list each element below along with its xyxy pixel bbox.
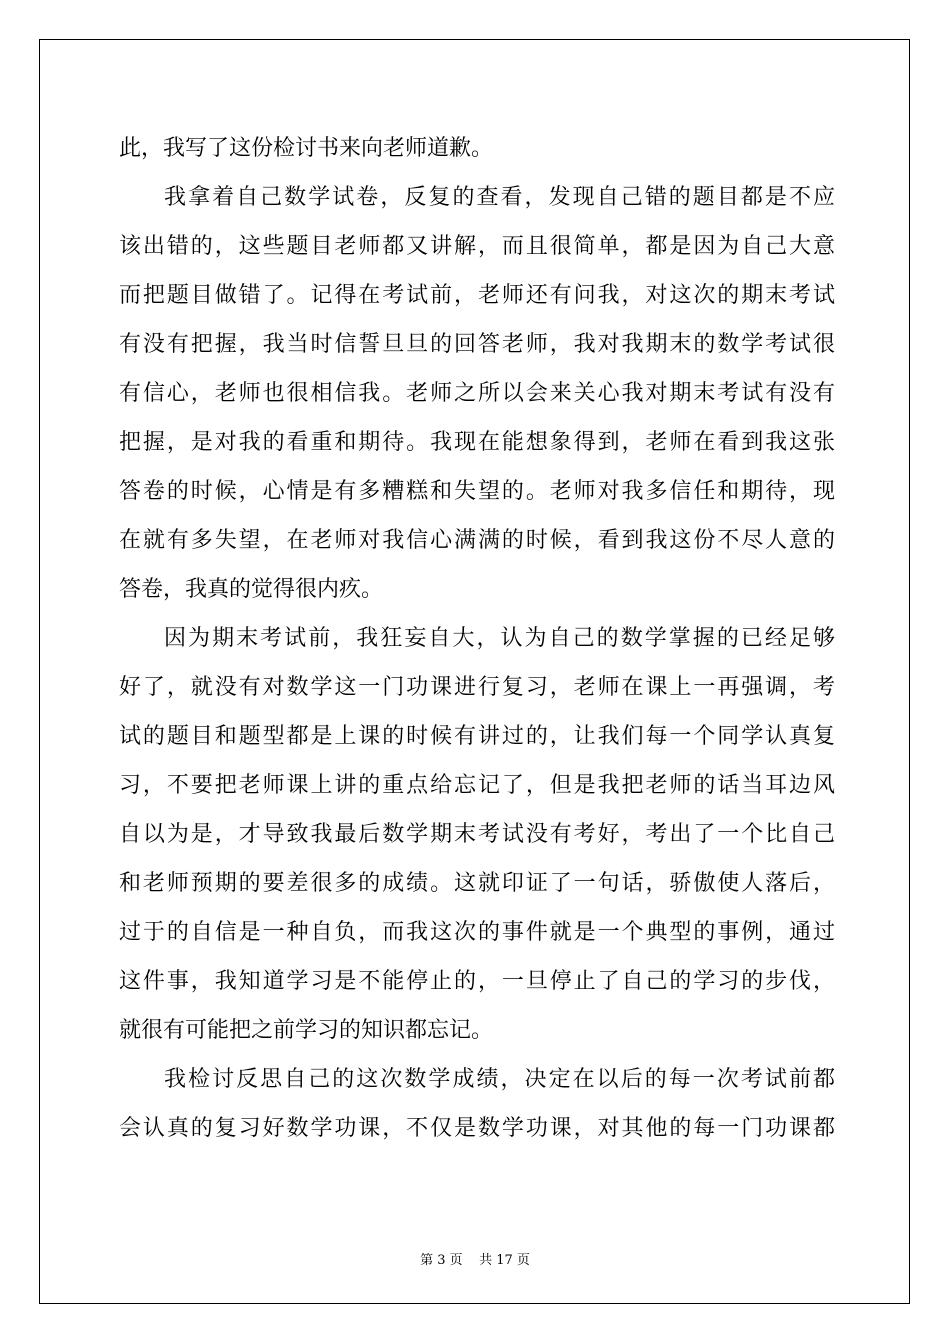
page-number-footer: 第 3 页 共 17 页 (420, 1253, 530, 1268)
text-line: 和老师预期的要差很多的成绩。这就印证了一句话，骄傲使人落后， (119, 871, 835, 896)
text-line: 此，我写了这份检讨书来向老师道歉。 (119, 136, 494, 161)
text-line: 好了，就没有对数学这一门功课进行复习，老师在课上一再强调，考 (119, 675, 835, 700)
text-line: 试的题目和题型都是上课的时候有讲过的，让我们每一个同学认真复 (119, 724, 835, 749)
text-line: 在就有多失望，在老师对我信心满满的时候，看到我这份不尽人意的 (119, 528, 835, 553)
text-line: 有信心，老师也很相信我。老师之所以会来关心我对期末考试有没有 (119, 381, 835, 406)
text-line: 该出错的，这些题目老师都又讲解，而且很简单，都是因为自己大意 (119, 234, 835, 259)
document-body (119, 124, 835, 1153)
text-line: 我检讨反思自己的这次数学成绩，决定在以后的每一次考试前都 (164, 1067, 835, 1092)
text-line: 会认真的复习好数学功课，不仅是数学功课，对其他的每一门功课都 (119, 1116, 835, 1141)
text-line: 这件事，我知道学习是不能停止的，一旦停止了自己的学习的步伐， (119, 969, 835, 994)
text-line: 答卷的时候，心情是有多糟糕和失望的。老师对我多信任和期待，现 (119, 479, 835, 504)
text-line: 而把题目做错了。记得在考试前，老师还有问我，对这次的期末考试 (119, 283, 835, 308)
text-line: 我拿着自己数学试卷，反复的查看，发现自己错的题目都是不应 (164, 185, 835, 210)
text-line: 因为期末考试前，我狂妄自大，认为自己的数学掌握的已经足够 (164, 626, 835, 651)
text-line: 习，不要把老师课上讲的重点给忘记了，但是我把老师的话当耳边风 (119, 773, 835, 798)
text-line: 把握，是对我的看重和期待。我现在能想象得到，老师在看到我这张 (119, 430, 835, 455)
text-line: 有没有把握，我当时信誓旦旦的回答老师，我对我期末的数学考试很 (119, 332, 835, 357)
text-line: 就很有可能把之前学习的知识都忘记。 (119, 1018, 494, 1043)
text-line: 过于的自信是一种自负，而我这次的事件就是一个典型的事例，通过 (119, 920, 835, 945)
text-line: 答卷，我真的觉得很内疚。 (119, 577, 384, 602)
text-line: 自以为是，才导致我最后数学期末考试没有考好，考出了一个比自己 (119, 822, 835, 847)
